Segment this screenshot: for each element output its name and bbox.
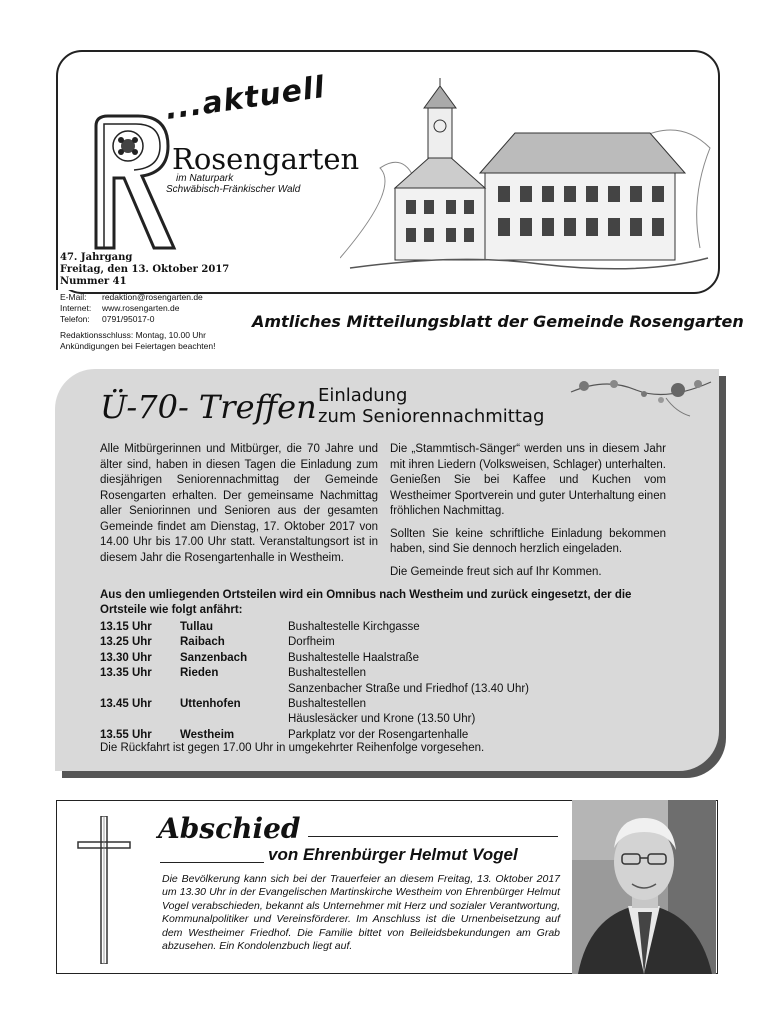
cross-icon (76, 816, 140, 964)
internet-label: Internet: (60, 303, 92, 313)
schedule-time: 13.25 Uhr (100, 636, 152, 649)
invitation-title: Ü-70- Treffen (100, 388, 317, 426)
issue-date: Freitag, den 13. Oktober 2017 (60, 264, 230, 275)
schedule-time: 13.15 Uhr (100, 621, 152, 633)
contact-info (60, 292, 203, 325)
farewell-subtitle: von Ehrenbürger Helmut Vogel (268, 845, 518, 864)
invitation-right-text (390, 442, 666, 587)
bus-intro: Aus den umliegenden Ortsteilen wird ein Omnibus nach Westheim und zurück eingesetzt, der die Ortsteile wie folgt anfährt: (100, 589, 632, 616)
invitation-paragraph-1: Die „Stammtisch-Sänger“ werden uns in diesem Jahr mit ihren Liedern (Volksweisen, Schlager) unterhalten. Genießen Sie bei Kaffee und Kuchen vom Westheimer Sportverein und guter Unterhaltung einen fröhlichen Nachmittag. (390, 443, 666, 517)
phone-value: 0791/95017-0 (102, 314, 155, 324)
invitation-paragraph-3: Die Gemeinde freut sich auf Ihr Kommen. (390, 565, 602, 578)
schedule-place: Uttenhofen (180, 697, 241, 710)
schedule-stop: Dorfheim (288, 636, 335, 649)
deadline-line-1: Redaktionsschluss: Montag, 10.00 Uhr (60, 330, 206, 340)
issue-meta (60, 252, 229, 288)
phone-label: Telefon: (60, 314, 90, 324)
schedule-place: Tullau (180, 621, 214, 633)
schedule-time: 13.35 Uhr (100, 667, 152, 680)
schedule-stop: Bushaltestellen (288, 697, 366, 710)
farewell-title: Abschied (158, 812, 301, 845)
brand-subtitle-1: im Naturpark (176, 173, 234, 184)
schedule-stop: Bushaltestellen (288, 667, 366, 680)
brand-aktuell: ...aktuell (163, 69, 328, 127)
invitation-heading-1: Einladung (318, 385, 408, 406)
deadline-line-2: Ankündigungen bei Feiertagen beachten! (60, 341, 216, 351)
invitation-paragraph-2: Sollten Sie keine schriftliche Einladung bekommen haben, sind Sie dennoch herzlich eingeladen. (390, 527, 666, 555)
schedule-place: Sanzenbach (180, 651, 248, 664)
farewell-text: Die Bevölkerung kann sich bei der Trauerfeier an diesem Freitag, 13. Oktober 2017 um 13.30 Uhr in der Evangelischen Martinskirche Westheim von Ehrenbürger Helmut Vogel verabschieden, bekannt als Unternehmer mit Herz und sozialer Verantwortung, Kommunalpolitiker und Vereinsförderer. Im Anschluss ist die Urnenbeisetzung auf dem Westheimer Friedhof. Die Familie bittet von Beileidsbekundungen am Grab abzusehen. Ein Kondolenzbuch liegt auf. (162, 873, 560, 953)
schedule-place: Rieden (180, 667, 219, 680)
farewell-rule-1 (308, 836, 558, 837)
schedule-place: Westheim (180, 728, 235, 741)
schedule-time: 13.30 Uhr (100, 651, 152, 664)
brand-name: Rosengarten (172, 142, 360, 176)
farewell-rule-2 (160, 862, 264, 863)
floral-ornament-icon (566, 372, 716, 424)
email-label: E-Mail: (60, 292, 87, 302)
email-value: redaktion@rosengarten.de (102, 292, 203, 302)
schedule-time: 13.45 Uhr (100, 697, 152, 710)
schedule-time: 13.55 Uhr (100, 728, 152, 741)
invitation-heading-2: zum Seniorennachmittag (318, 406, 545, 427)
town-hall-illustration (340, 78, 712, 283)
schedule-stop: Parkplatz vor der Rosengartenhalle (288, 728, 469, 741)
deadline-info (60, 330, 215, 352)
rosengarten-logo (76, 108, 186, 258)
issue-number: Nummer 41 (60, 276, 127, 287)
schedule-place: Raibach (180, 636, 225, 649)
schedule-stop: Bushaltestelle Kirchgasse (288, 621, 420, 633)
return-note: Die Rückfahrt ist gegen 17.00 Uhr in umgekehrter Reihenfolge vorgesehen. (100, 742, 485, 754)
volume: 47. Jahrgang (60, 252, 133, 263)
portrait-photo (572, 800, 716, 974)
internet-value: www.rosengarten.de (102, 303, 180, 313)
schedule-stop: Sanzenbacher Straße und Friedhof (13.40 Uhr) (288, 682, 529, 695)
official-title: Amtliches Mitteilungsblatt der Gemeinde Rosengarten (252, 312, 744, 331)
invitation-left-text: Alle Mitbürgerinnen und Mitbürger, die 70 Jahre und älter sind, haben in diesen Tagen die Einladung zum diesjährigen Seniorennachmittag der Gemeinde Rosengarten erhalten. Der gemeinsame Nachmittag aller Seniorinnen und Senioren aus der gesamten Gemeinde findet am Dienstag, 17. Oktober 2017 von 14.00 Uhr bis 17.00 Uhr statt. Veranstaltungsort ist in diesem Jahr die Rosengartenhalle in Westheim. (100, 443, 378, 564)
schedule-stop: Bushaltestelle Haalstraße (288, 651, 420, 664)
schedule-stop: Häuslesäcker und Krone (13.50 Uhr) (288, 713, 476, 726)
brand-subtitle-2: Schwäbisch-Fränkischer Wald (166, 184, 301, 195)
